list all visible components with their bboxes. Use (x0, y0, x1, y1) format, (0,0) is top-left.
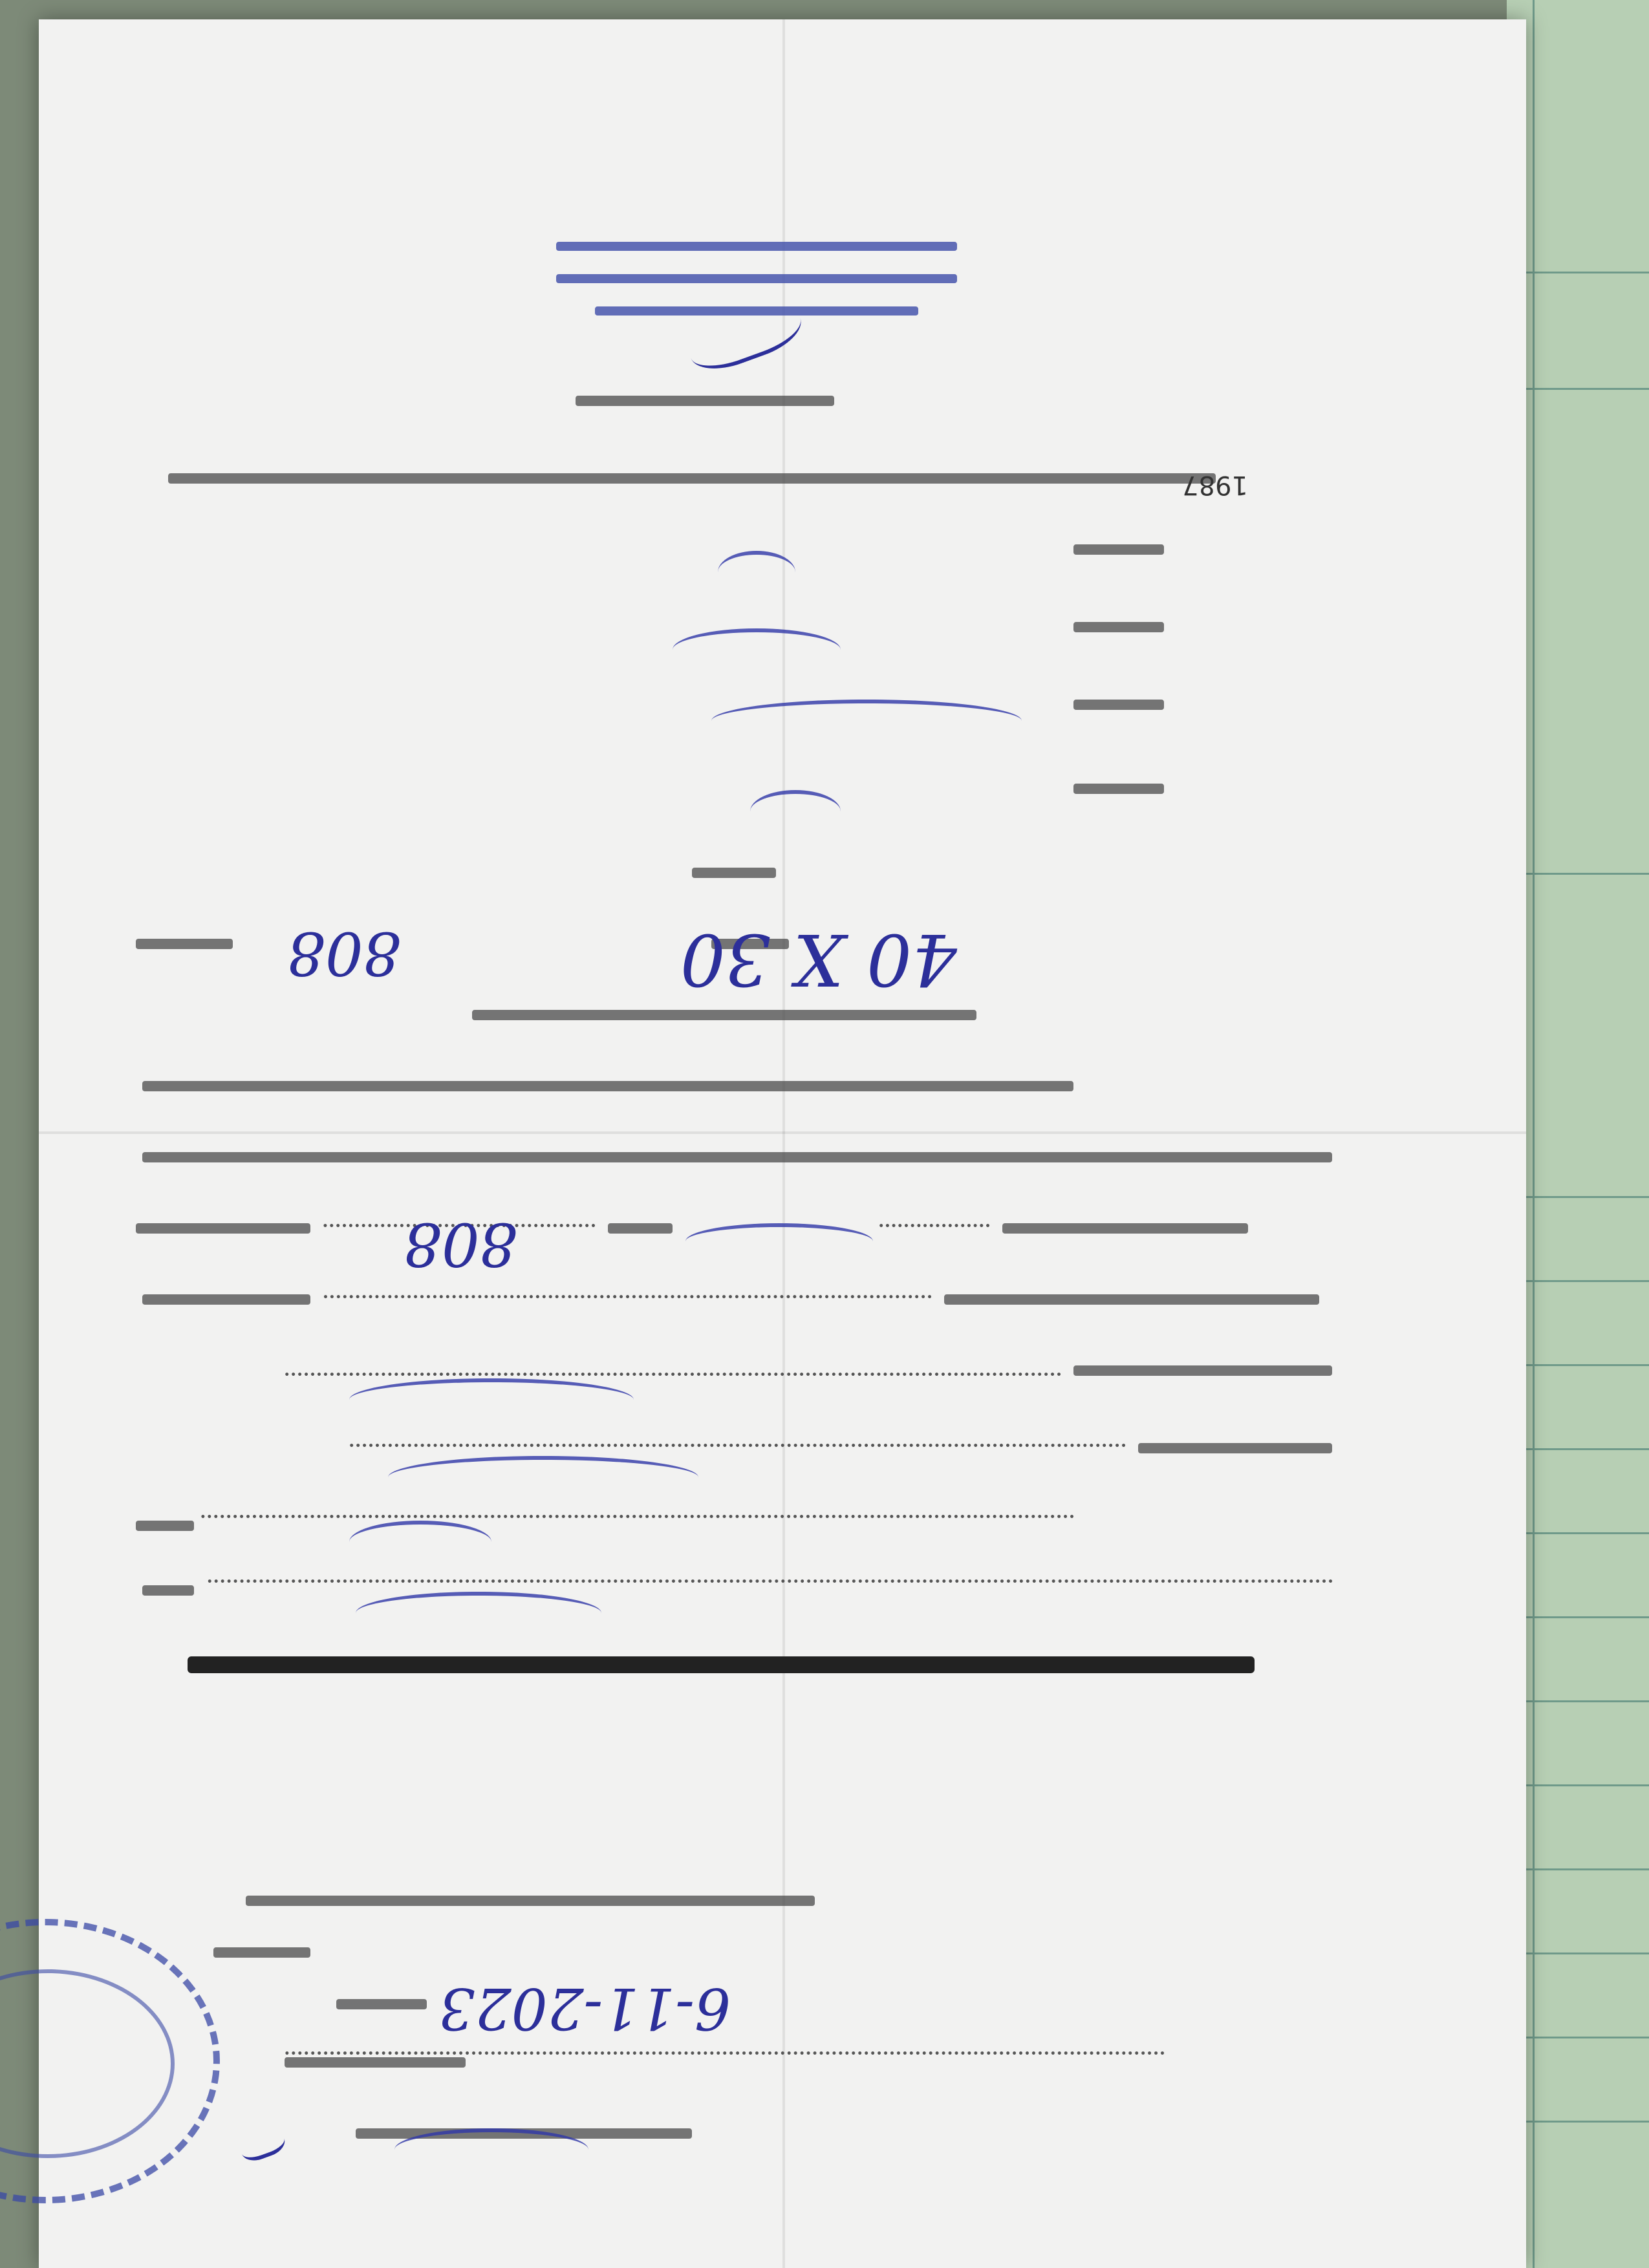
handwritten-name (394, 2128, 588, 2171)
printed-text-line (608, 1223, 673, 1234)
dotted-field-line (285, 1373, 1061, 1376)
register-rule (1507, 1280, 1649, 1282)
signature-caption (576, 396, 834, 406)
date-label (336, 1999, 427, 2009)
handwritten-name (388, 1456, 698, 1499)
certificate-sheet (39, 19, 1526, 2268)
register-rule (1507, 388, 1649, 390)
register-rule (1507, 272, 1649, 273)
handwritten-plot-number: 808 (404, 1210, 517, 1279)
printed-text-line (142, 1294, 310, 1305)
handwritten-boundary (750, 790, 841, 833)
printed-text-line (246, 1896, 815, 1906)
register-rule (1507, 1868, 1649, 1870)
register-rule (1507, 1448, 1649, 1450)
handwritten-name (349, 1521, 491, 1563)
dotted-field-line (200, 1515, 1073, 1518)
dotted-field-line (323, 1295, 931, 1298)
upside-down-page (39, 19, 1526, 2268)
field-label (1073, 784, 1164, 794)
field-label (1073, 544, 1164, 555)
register-rule (1507, 873, 1649, 875)
field-label (1073, 622, 1164, 632)
footer-text (168, 473, 1216, 484)
handwritten-boundary (673, 628, 841, 671)
printed-text-line (213, 1947, 310, 1958)
field-label (136, 1521, 194, 1531)
handwritten-date: 6-11-2023 (438, 1975, 731, 2042)
register-rule (1507, 2121, 1649, 2123)
printed-text-line (142, 1152, 1332, 1162)
act-year: 1987 (1182, 470, 1248, 500)
certificate-heading (188, 1656, 1255, 1673)
register-rule (1533, 0, 1535, 2268)
printed-text-line (472, 1010, 976, 1020)
background-register-page (1507, 0, 1649, 2268)
register-rule (1507, 1532, 1649, 1534)
dotted-field-line (879, 1224, 989, 1227)
dotted-field-line (285, 2051, 1164, 2055)
dotted-field-line (207, 1579, 1332, 1583)
register-rule (1507, 1952, 1649, 1954)
dimensions-value: 40 X 30 (680, 918, 957, 1001)
printed-text-line (142, 1081, 1073, 1091)
register-rule (1507, 1196, 1649, 1198)
printed-text-line (285, 2057, 466, 2068)
printed-text-line (944, 1294, 1319, 1305)
officer-stamp (530, 212, 996, 328)
plot-number-label (136, 939, 233, 949)
handwritten-location (685, 1223, 873, 1259)
handwritten-name (356, 1592, 601, 1634)
printed-text-line (1073, 1365, 1332, 1376)
register-rule (1507, 2037, 1649, 2038)
register-rule (1507, 1784, 1649, 1786)
handwritten-name (349, 1378, 634, 1421)
printed-text-line (1002, 1223, 1248, 1234)
register-rule (1507, 1364, 1649, 1366)
printed-text-line (1138, 1443, 1332, 1453)
printed-text-line (136, 1223, 310, 1234)
handwritten-boundary (718, 551, 795, 594)
plot-number-value: 808 (287, 919, 401, 988)
register-rule (1507, 1616, 1649, 1618)
printed-text-line (692, 868, 776, 878)
field-label (1073, 700, 1164, 710)
handwritten-boundary (711, 700, 1022, 742)
signature-mark (235, 2121, 288, 2165)
dotted-field-line (349, 1444, 1125, 1447)
field-label (142, 1585, 194, 1596)
register-rule (1507, 1700, 1649, 1702)
